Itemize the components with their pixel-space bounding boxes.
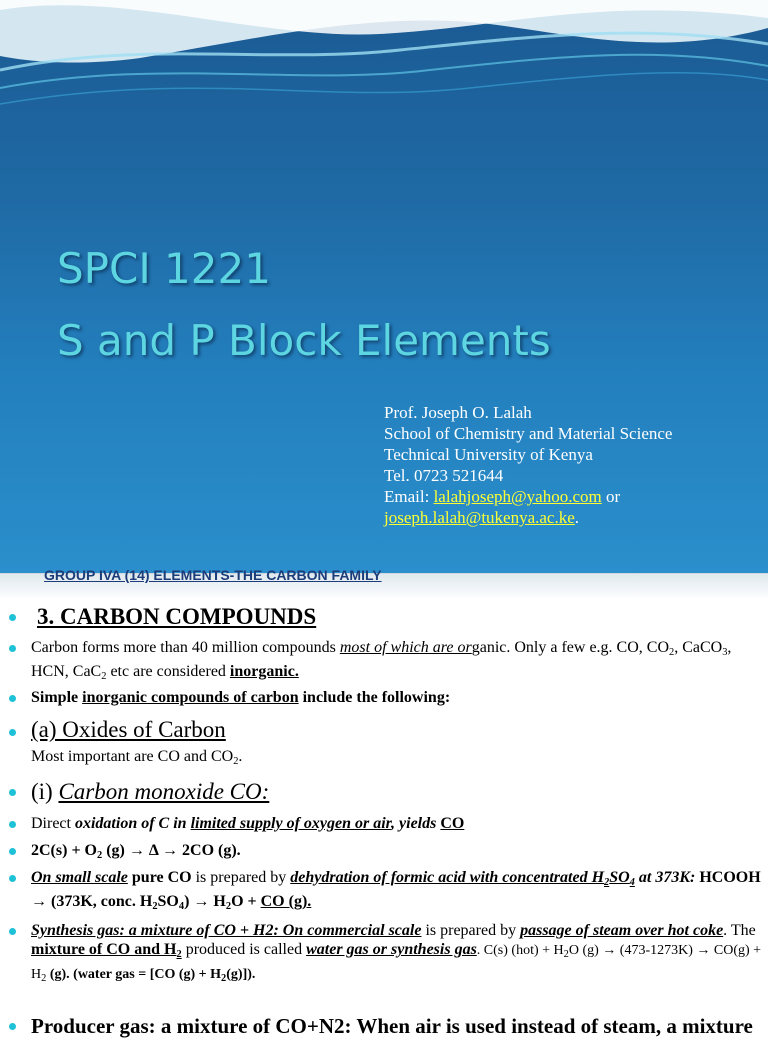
bullet-dot-icon <box>9 695 16 702</box>
oxides-heading: (a) Oxides of Carbon <box>31 717 226 742</box>
email-link-tukenya[interactable]: joseph.lalah@tukenya.ac.ke <box>384 508 575 527</box>
list-item-text: Carbon forms more than 40 million compounds most of which are organic. Only a few e.g. CO, $CO_2$, CaCO$_3$, HCN, CaC$_2$ etc are considered inorganic. <box>31 639 732 683</box>
email-link-yahoo[interactable]: lalahjoseph@yahoo.com <box>433 487 602 506</box>
email-or: or <box>601 487 621 506</box>
author-name: Prof. Joseph O. Lalah <box>384 403 532 422</box>
bullet-dot-icon <box>9 821 16 828</box>
section-title-item <box>0 604 768 632</box>
bullet-dot-icon <box>9 645 16 652</box>
bullet-dot-icon <box>9 875 16 882</box>
bullet-dot-icon <box>9 1023 16 1030</box>
list-item-simple-inorganic <box>0 688 768 710</box>
slide-title-subject: S and P Block Elements <box>57 316 551 365</box>
section-title: 3. CARBON COMPOUNDS <box>37 604 317 629</box>
list-item-text: On small scale pure CO is prepared by dehydration of formic acid with concentrated $H_2SO_4$ at 373K: HCOOH → (373K, conc. $H_2SO_4) \to H_2O$ + CO (g). <box>31 869 761 913</box>
bullet-dot-icon <box>9 614 16 621</box>
list-item-producer-gas-partial <box>0 1014 768 1040</box>
list-item-carbon-monoxide <box>0 779 768 807</box>
email-end-period: . <box>574 508 580 527</box>
bullet-dot-icon <box>9 789 16 796</box>
author-block <box>384 402 672 528</box>
list-item-oxides-of-carbon <box>0 717 768 773</box>
bullet-dot-icon <box>9 928 16 935</box>
email-label: Email: <box>384 487 434 506</box>
slide-title-course-code: SPCI 1221 <box>57 244 271 293</box>
list-item-synthesis-gas <box>0 921 768 1005</box>
author-tel: Tel. 0723 521644 <box>384 466 504 485</box>
list-item-text: Producer gas: a mixture of CO+N2: When air is used instead of steam, a mixture <box>31 1014 753 1038</box>
oxides-text: Most important are CO and $CO_2$. <box>31 748 243 768</box>
author-email-line-2 <box>384 507 672 528</box>
bullet-dot-icon <box>9 729 16 736</box>
group-heading-clipped: GROUP IVA (14) ELEMENTS-THE CARBON FAMILY <box>44 567 382 583</box>
author-email-line <box>384 486 672 507</box>
list-item-text: Synthesis gas: a mixture of CO + H2: On commercial scale is prepared by passage of steam over hot coke. The mixture of CO and $H_2$ produced is called water gas or synthesis gas. C(s) $(hot) + H_2O$ $(g) \to (473-1273K) \to CO(g) + H_2$ (g). (water gas = [CO $(g) + H_2(g)$]). <box>31 922 762 985</box>
author-school: School of Chemistry and Material Science <box>384 424 673 443</box>
list-item-direct-oxidation <box>0 814 768 836</box>
carbon-monoxide-heading: (i) Carbon monoxide CO: <box>31 779 270 804</box>
list-item-small-scale <box>0 868 768 912</box>
list-item-text: Direct oxidation of C in limited supply of oxygen or air, yields CO <box>31 815 465 832</box>
author-university: Technical University of Kenya <box>384 445 593 464</box>
bullet-dot-icon <box>9 848 16 855</box>
list-item-text: $2C(s) + O_2$ (g) → Δ → 2CO (g). <box>31 842 241 862</box>
content-slide <box>0 567 768 1038</box>
list-item-text: Simple inorganic compounds of carbon include the following: <box>31 689 451 706</box>
list-item-carbon-compounds <box>0 638 768 683</box>
list-item-reaction-equation <box>0 841 768 863</box>
